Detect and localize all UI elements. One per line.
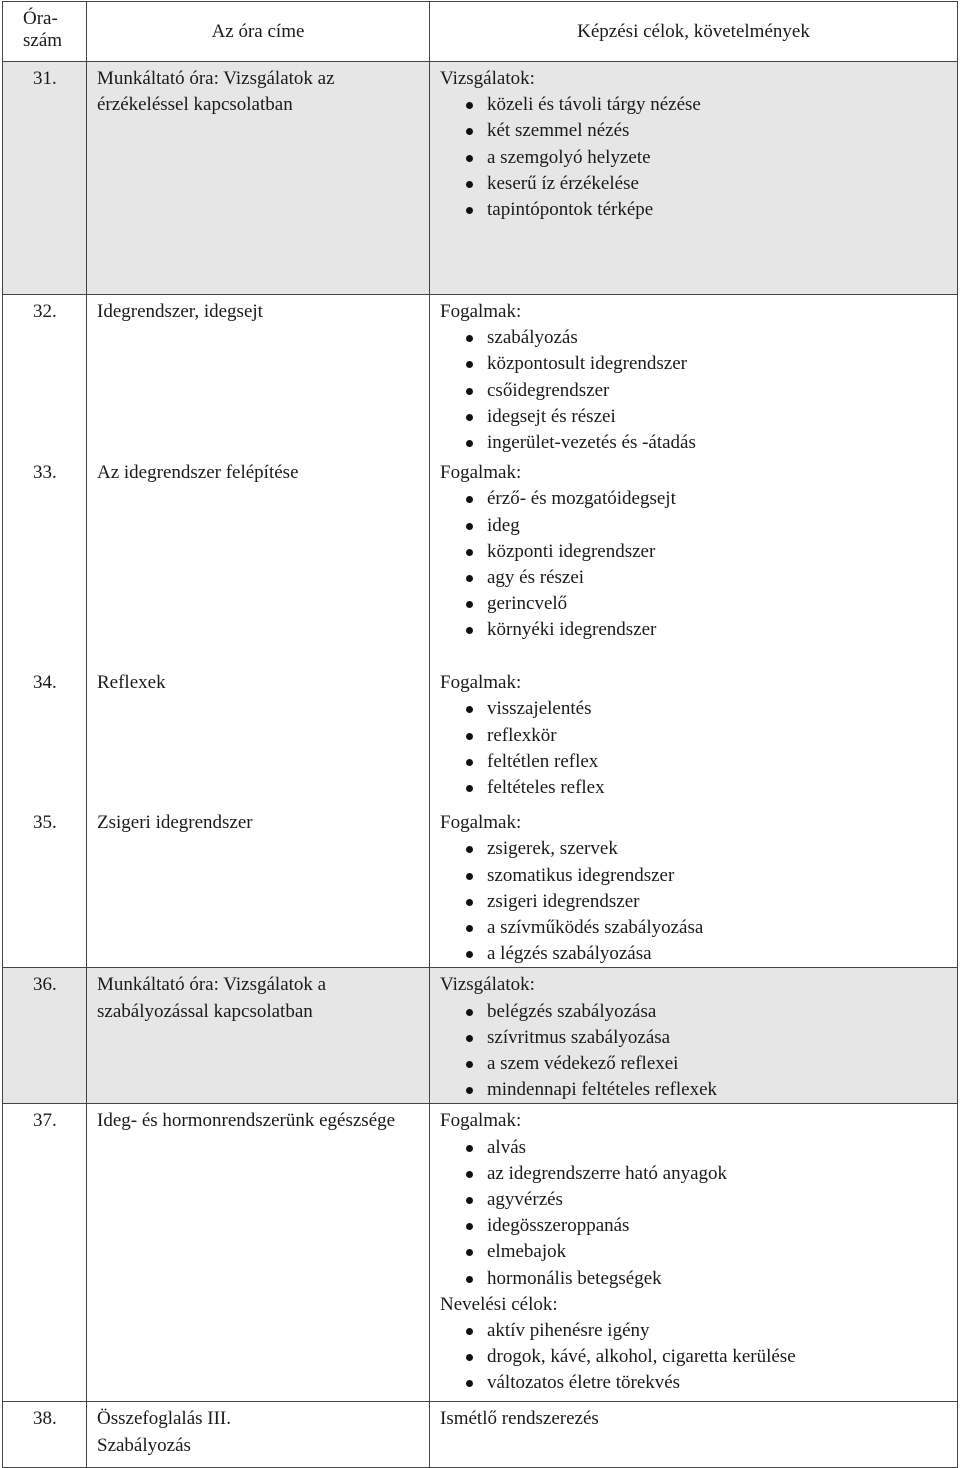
lesson-number: 37.	[3, 1104, 87, 1402]
lesson-number: 34.	[3, 666, 87, 806]
lesson-goals	[430, 295, 958, 457]
table-row	[3, 1402, 958, 1468]
bullet-item: szabályozás	[440, 325, 957, 351]
bullet-list	[440, 696, 957, 801]
header-lesson-number	[3, 2, 87, 62]
bullet-item: a szem védekező reflexei	[440, 1051, 957, 1077]
lesson-title: Összefoglalás III. Szabályozás	[87, 1402, 430, 1468]
bullet-item: zsigeri idegrendszer	[440, 889, 957, 915]
section-label: Fogalmak:	[440, 301, 522, 322]
section-label: Nevelési célok:	[440, 1293, 558, 1315]
bullet-item: központosult idegrendszer	[440, 351, 957, 377]
bullet-item: változatos életre törekvés	[440, 1370, 957, 1396]
bullet-item: tapintópontok térképe	[440, 197, 957, 223]
bullet-item: központi idegrendszer	[440, 539, 957, 565]
lesson-goals	[430, 1104, 958, 1402]
section-label: Fogalmak:	[440, 1110, 522, 1132]
bullet-list	[440, 325, 957, 456]
bullet-item: a szemgolyó helyzete	[440, 145, 957, 171]
bullet-item: drogok, kávé, alkohol, cigaretta kerülése	[440, 1344, 957, 1370]
bullet-list	[440, 1135, 957, 1292]
table-row	[3, 968, 958, 1104]
section-label: Fogalmak:	[440, 462, 522, 484]
bullet-item: szívritmus szabályozása	[440, 1025, 957, 1051]
lesson-number: 35.	[3, 806, 87, 968]
lesson-title: Ideg- és hormonrendszerünk egészsége	[87, 1104, 430, 1402]
table-row	[3, 456, 958, 666]
section-label: Fogalmak:	[440, 672, 522, 694]
lesson-number: 31.	[3, 62, 87, 295]
bullet-item: zsigerek, szervek	[440, 836, 957, 862]
bullet-item: agyvérzés	[440, 1187, 957, 1213]
bullet-item: a légzés szabályozása	[440, 941, 957, 967]
table-row	[3, 295, 958, 457]
lesson-title: Munkáltató óra: Vizsgálatok az érzékeléssel kapcsolatban	[87, 62, 430, 295]
table-row	[3, 62, 958, 295]
section-label: Fogalmak:	[440, 812, 522, 834]
bullet-item: agy és részei	[440, 565, 957, 591]
bullet-item: idegsejt és részei	[440, 404, 957, 430]
table-body	[3, 62, 958, 1468]
bullet-item: visszajelentés	[440, 696, 957, 722]
bullet-item: az idegrendszerre ható anyagok	[440, 1161, 957, 1187]
bullet-list	[440, 999, 957, 1104]
bullet-item: elmebajok	[440, 1239, 957, 1265]
lesson-title: Reflexek	[87, 666, 430, 806]
lesson-goals	[430, 666, 958, 806]
bullet-item: csőidegrendszer	[440, 378, 957, 404]
lesson-number: 32.	[3, 295, 87, 457]
lesson-title: Idegrendszer, idegsejt	[87, 295, 430, 457]
bullet-list	[440, 92, 957, 223]
bullet-item: idegösszeroppanás	[440, 1213, 957, 1239]
bullet-item: belégzés szabályozása	[440, 999, 957, 1025]
bullet-item: feltétlen reflex	[440, 749, 957, 775]
lesson-goals	[430, 806, 958, 968]
lesson-title: Az idegrendszer felépítése	[87, 456, 430, 666]
lesson-goals	[430, 62, 958, 295]
bullet-item: alvás	[440, 1135, 957, 1161]
bullet-item: keserű íz érzékelése	[440, 171, 957, 197]
bullet-item: közeli és távoli tárgy nézése	[440, 92, 957, 118]
bullet-item: hormonális betegségek	[440, 1266, 957, 1292]
bullet-item: két szemmel nézés	[440, 118, 957, 144]
bullet-item: reflexkör	[440, 723, 957, 749]
bullet-list	[440, 486, 957, 643]
lesson-goals	[430, 968, 958, 1104]
bullet-item: feltételes reflex	[440, 775, 957, 801]
curriculum-table	[2, 1, 958, 1468]
bullet-item: gerincvelő	[440, 591, 957, 617]
lesson-goals	[430, 456, 958, 666]
bullet-item: a szívműködés szabályozása	[440, 915, 957, 941]
header-lesson-title: Az óra címe	[87, 2, 430, 62]
bullet-item: mindennapi feltételes reflexek	[440, 1077, 957, 1103]
header-lesson-number-text: Óra- szám	[23, 8, 63, 51]
section-label: Vizsgálatok:	[440, 68, 535, 89]
lesson-number: 36.	[3, 968, 87, 1104]
table-header-row	[3, 2, 958, 62]
lesson-number: 38.	[3, 1402, 87, 1468]
bullet-item: szomatikus idegrendszer	[440, 863, 957, 889]
lesson-title: Zsigeri idegrendszer	[87, 806, 430, 968]
table-row	[3, 806, 958, 968]
bullet-list	[440, 836, 957, 967]
section-label: Vizsgálatok:	[440, 974, 535, 996]
lesson-title: Munkáltató óra: Vizsgálatok a szabályozással kapcsolatban	[87, 968, 430, 1104]
bullet-item: ideg	[440, 513, 957, 539]
bullet-list	[440, 1318, 957, 1397]
lesson-goals	[430, 1402, 958, 1468]
bullet-item: környéki idegrendszer	[440, 617, 957, 643]
bullet-item: aktív pihenésre igény	[440, 1318, 957, 1344]
header-goals: Képzési célok, követelmények	[430, 2, 958, 62]
table-row	[3, 666, 958, 806]
bullet-item: érző- és mozgatóidegsejt	[440, 486, 957, 512]
bullet-item: ingerület-vezetés és -átadás	[440, 430, 957, 456]
table-row	[3, 1104, 958, 1402]
section-label: Ismétlő rendszerezés	[440, 1408, 599, 1430]
lesson-number: 33.	[3, 456, 87, 666]
